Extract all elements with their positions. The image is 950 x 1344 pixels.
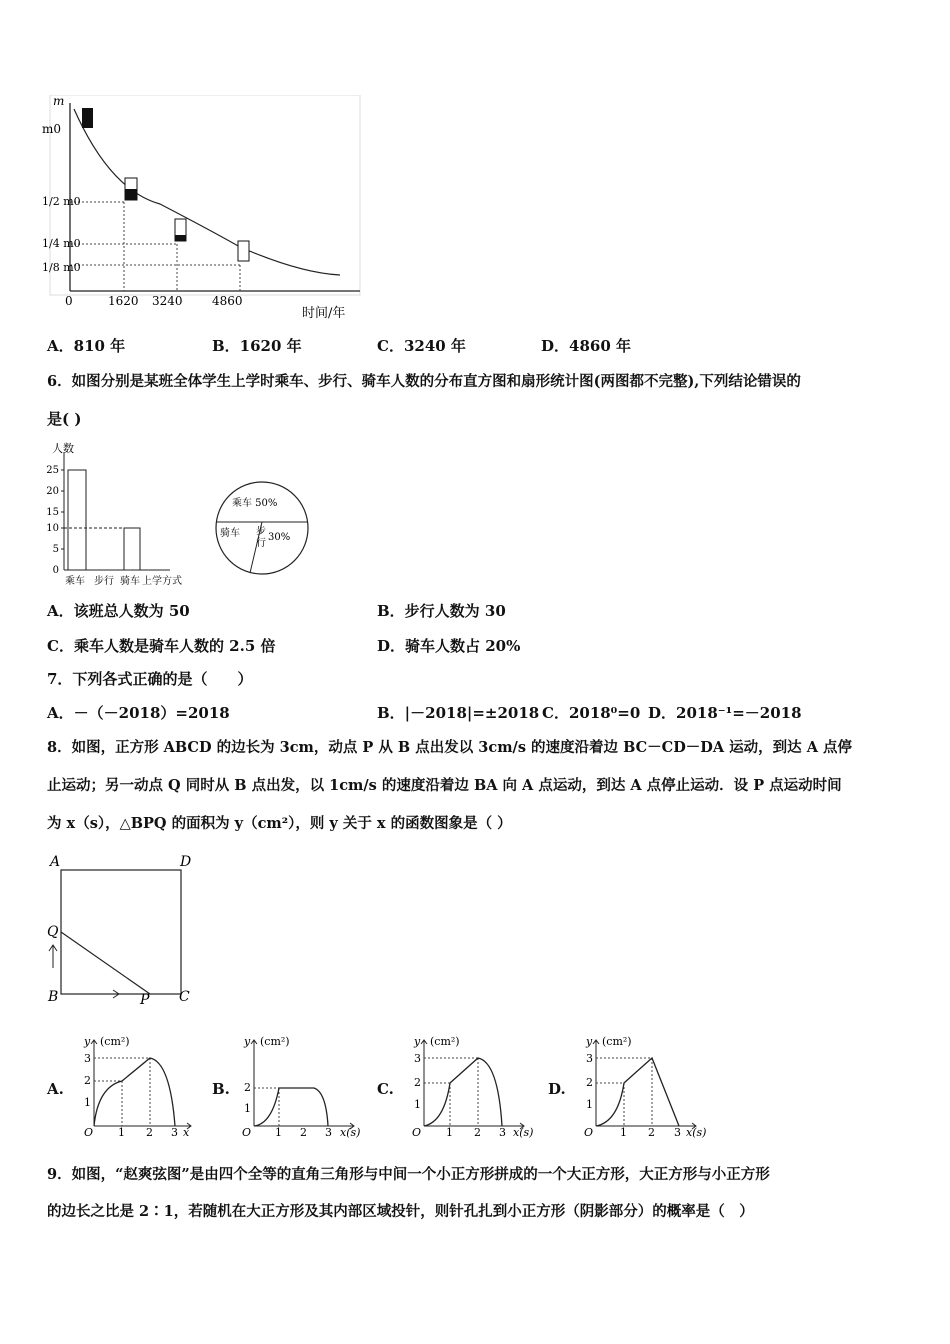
gc-y2: 2 — [414, 1076, 421, 1089]
x-tick-3240: 3240 — [152, 294, 183, 308]
q6-option-d[interactable]: D．骑车人数占 20% — [377, 637, 521, 655]
sample-half-icon — [125, 189, 137, 200]
gc-o: O — [412, 1126, 422, 1138]
gb-x1: 1 — [275, 1126, 282, 1138]
q5-option-b[interactable]: B．1620 年 — [212, 337, 302, 355]
ga-x1: 1 — [118, 1126, 125, 1138]
q6-stem-line1: 6．如图分别是某班全体学生上学时乘车、步行、骑车人数的分布直方图和扇形统计图(两图都不完整),下列结论错误的 — [47, 373, 801, 390]
q8-option-d[interactable]: D. — [548, 1080, 566, 1098]
pie-walk-b: 行 — [256, 538, 266, 549]
q7-option-c[interactable]: C．2018⁰=0 — [542, 704, 641, 722]
pie-ride: 乘车 50% — [232, 498, 278, 509]
q5-option-d[interactable]: D．4860 年 — [541, 337, 631, 355]
sample-quarter-icon — [175, 235, 186, 241]
q6-option-a[interactable]: A．该班总人数为 50 — [47, 602, 190, 620]
cat-ride: 乘车 — [65, 576, 85, 587]
bar-ride — [68, 470, 86, 570]
gb-y: y — [244, 1035, 251, 1048]
gd-x1: 1 — [620, 1126, 627, 1138]
q6-option-c[interactable]: C．乘车人数是骑车人数的 2.5 倍 — [47, 637, 276, 655]
pie-walk-a: 步 — [256, 526, 266, 537]
gd-x2: 2 — [648, 1126, 655, 1138]
gd-x: x(s) — [686, 1126, 707, 1138]
ytick-15: 15 — [46, 507, 59, 518]
gc-y: y — [414, 1035, 421, 1048]
q6-option-b[interactable]: B．步行人数为 30 — [377, 602, 506, 620]
q7-stem: 7．下列各式正确的是（ ） — [47, 670, 253, 688]
y-label-half: 1/2 m0 — [42, 195, 81, 208]
gb-y1: 1 — [244, 1102, 251, 1115]
ga-x3: 3 — [171, 1126, 178, 1138]
y-axis-label: m — [53, 95, 65, 108]
gc-x: x(s) — [513, 1126, 534, 1138]
ytick-10: 10 — [46, 523, 59, 534]
cat-bike: 骑车 — [120, 576, 140, 587]
q8-line2: 止运动；另一动点 Q 同时从 B 点出发，以 1cm/s 的速度沿着边 BA 向 A 点运动，到达 A 点停止运动．设 P 点运动时间 — [47, 777, 842, 794]
bar-ylabel: 人数 — [52, 442, 74, 455]
q8-line1: 8．如图，正方形 ABCD 的边长为 3cm，动点 P 从 B 点出发以 3cm/s 的速度沿着边 BC－CD－DA 运动，到达 A 点停 — [47, 739, 852, 756]
gc-x3: 3 — [499, 1126, 506, 1138]
label-a: A — [50, 854, 61, 870]
graph-b[interactable] — [236, 1032, 366, 1138]
gb-o: O — [242, 1126, 252, 1138]
gb-y2: 2 — [244, 1081, 251, 1094]
gd-x3: 3 — [674, 1126, 681, 1138]
q5-option-a[interactable]: A．810 年 — [47, 337, 126, 355]
gd-y2: 2 — [586, 1076, 593, 1089]
label-q: Q — [47, 924, 59, 940]
ytick-25: 25 — [46, 465, 59, 476]
q6-pie-chart — [212, 478, 312, 578]
gd-unit: (cm²) — [602, 1035, 632, 1048]
gc-unit: (cm²) — [430, 1035, 460, 1048]
gd-y: y — [586, 1035, 593, 1048]
graph-d[interactable] — [578, 1032, 718, 1138]
q9-line1: 9．如图，“赵爽弦图”是由四个全等的直角三角形与中间一个小正方形拼成的一个大正方形，大正方形与小正方形 — [47, 1166, 770, 1183]
q8-line3: 为 x（s），△BPQ 的面积为 y（cm²），则 y 关于 x 的函数图象是（ ） — [47, 815, 512, 832]
gb-unit: (cm²) — [260, 1035, 290, 1048]
gb-x: x(s) — [340, 1126, 361, 1138]
gc-y3: 3 — [414, 1052, 421, 1065]
decay-curve — [74, 109, 340, 275]
gb-x3: 3 — [325, 1126, 332, 1138]
q8-option-c[interactable]: C. — [377, 1080, 394, 1098]
y-label-eighth: 1/8 m0 — [42, 261, 81, 274]
label-d: D — [180, 854, 192, 870]
q7-option-b[interactable]: B．|－2018|=±2018 — [377, 704, 540, 722]
q7-option-d[interactable]: D．2018⁻¹=－2018 — [648, 704, 802, 722]
gc-y1: 1 — [414, 1098, 421, 1111]
gd-y3: 3 — [586, 1052, 593, 1065]
pie-bike: 骑车 — [220, 528, 240, 539]
bar-bike — [124, 528, 140, 570]
ga-x: x — [183, 1126, 190, 1138]
x-tick-1620: 1620 — [108, 294, 139, 308]
cat-walk: 步行 — [94, 576, 114, 587]
label-b: B — [48, 989, 59, 1005]
bar-xlabel: 上学方式 — [142, 576, 182, 587]
ga-unit: (cm²) — [100, 1035, 130, 1048]
ytick-20: 20 — [46, 486, 59, 497]
q8-option-b[interactable]: B. — [212, 1080, 230, 1098]
y-label-quarter: 1/4 m0 — [42, 237, 81, 250]
ytick-0: 0 — [52, 565, 59, 576]
ytick-5: 5 — [52, 544, 59, 555]
x-tick-0: 0 — [65, 294, 73, 308]
pie-walk-pct: 30% — [268, 532, 291, 543]
q8-square-figure — [44, 850, 204, 1010]
sample-full-icon — [82, 108, 93, 128]
q8-option-a[interactable]: A. — [47, 1080, 64, 1098]
q6-bar-chart — [40, 438, 200, 588]
label-c: C — [179, 989, 190, 1005]
graph-c[interactable] — [406, 1032, 541, 1138]
ga-y: y — [84, 1035, 91, 1048]
graph-a[interactable] — [76, 1032, 201, 1138]
y-label-m0: m0 — [42, 122, 62, 136]
q9-line2: 的边长之比是 2∶1，若随机在大正方形及其内部区域投针，则针孔扎到小正方形（阴影部分）的概率是（ ） — [47, 1203, 754, 1220]
gb-x2: 2 — [300, 1126, 307, 1138]
decay-chart — [40, 95, 370, 325]
ga-y1: 1 — [84, 1096, 91, 1109]
gc-x1: 1 — [446, 1126, 453, 1138]
ga-x2: 2 — [146, 1126, 153, 1138]
label-p: P — [140, 992, 150, 1008]
ga-o: O — [84, 1126, 94, 1138]
gd-o: O — [584, 1126, 594, 1138]
ga-y3: 3 — [84, 1052, 91, 1065]
sample-eighth-icon — [238, 241, 249, 261]
q7-option-a[interactable]: A．－（－2018）=2018 — [47, 704, 230, 722]
x-axis-label: 时间/年 — [302, 306, 346, 321]
q5-option-c[interactable]: C．3240 年 — [377, 337, 466, 355]
x-tick-4860: 4860 — [212, 294, 243, 308]
gc-x2: 2 — [474, 1126, 481, 1138]
ga-y2: 2 — [84, 1074, 91, 1087]
q6-stem-line2: 是( ) — [47, 410, 82, 428]
gd-y1: 1 — [586, 1098, 593, 1111]
